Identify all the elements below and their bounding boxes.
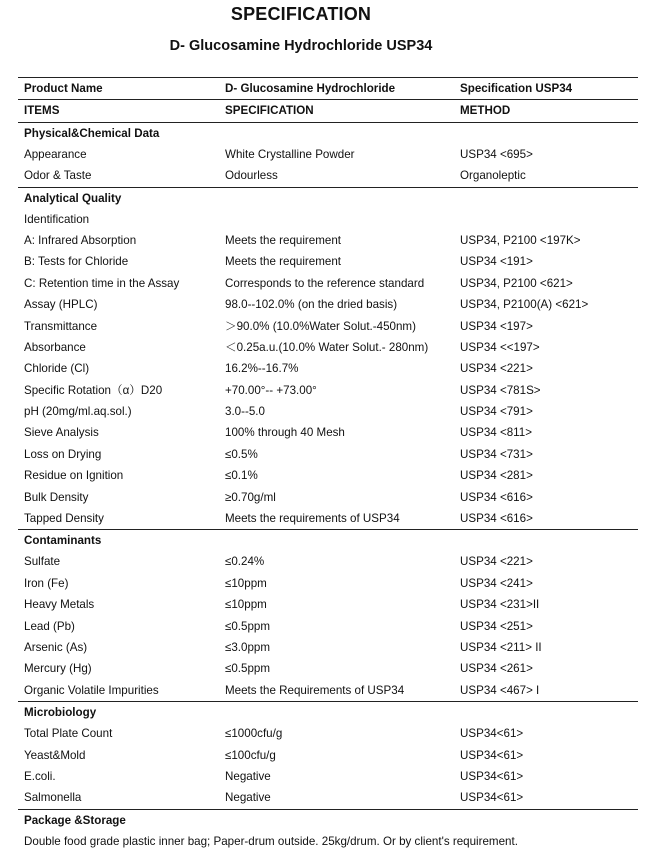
sections-container	[18, 123, 638, 810]
table-row	[18, 358, 638, 379]
table-row	[18, 444, 638, 465]
item-cell: Identification	[24, 212, 90, 226]
table-row	[18, 401, 638, 422]
item-cell: Heavy Metals	[24, 598, 95, 612]
section-title-package: Package &Storage	[24, 813, 126, 827]
item-cell: E.coli.	[24, 769, 56, 783]
table-row	[18, 787, 638, 808]
item-cell: Tapped Density	[24, 512, 104, 526]
table-row	[18, 680, 638, 701]
item-cell: Absorbance	[24, 340, 86, 354]
item-cell: A: Infrared Absorption	[24, 233, 137, 247]
specification-cell: ≤0.24%	[225, 555, 265, 569]
specification-cell: 16.2%--16.7%	[225, 362, 299, 376]
method-cell: USP34 <616>	[460, 490, 533, 504]
method-cell: USP34 <467> I	[460, 683, 540, 697]
specification-cell: ≤100cfu/g	[225, 748, 276, 762]
method-cell: USP34 <231>II	[460, 598, 540, 612]
specification-cell: Negative	[225, 791, 271, 805]
specification-cell: Meets the requirement	[225, 233, 341, 247]
specification-cell: ≤3.0ppm	[225, 640, 271, 654]
specification-cell: 3.0--5.0	[225, 405, 265, 419]
item-cell: Yeast&Mold	[24, 748, 86, 762]
table-row	[18, 294, 638, 315]
table-row	[18, 337, 638, 358]
method-cell: Organoleptic	[460, 169, 526, 183]
section-title: Microbiology	[24, 706, 97, 720]
specification-cell: 98.0--102.0% (on the dried basis)	[225, 298, 398, 312]
specification-standard: Specification USP34	[460, 82, 573, 95]
method-cell: USP34 <695>	[460, 147, 533, 161]
method-cell: USP34, P2100 <197K>	[460, 233, 581, 247]
method-cell: USP34<61>	[460, 727, 524, 741]
specification-cell: ≤0.1%	[225, 469, 258, 483]
item-cell: Sieve Analysis	[24, 426, 99, 440]
product-name-label: Product Name	[24, 82, 103, 95]
method-cell: USP34, P2100 <621>	[460, 276, 573, 290]
table-row	[18, 766, 638, 787]
table-row	[18, 658, 638, 679]
specification-cell: Meets the requirements of USP34	[225, 512, 400, 526]
table-row	[18, 273, 638, 294]
item-cell: Assay (HPLC)	[24, 298, 98, 312]
method-cell: USP34 <251>	[460, 619, 533, 633]
table-row	[18, 551, 638, 572]
section-title: Analytical Quality	[24, 191, 122, 205]
specification-cell: ＜0.25a.u.(10.0% Water Solut.- 280nm)	[225, 340, 429, 354]
document-title: SPECIFICATION	[230, 4, 372, 24]
specification-cell: ≤10ppm	[225, 598, 267, 612]
specification-cell: Meets the Requirements of USP34	[225, 683, 405, 697]
product-name-value: D- Glucosamine Hydrochloride	[225, 82, 396, 95]
method-cell: USP34 <<197>	[460, 340, 540, 354]
method-cell: USP34 <197>	[460, 319, 533, 333]
table-row	[18, 637, 638, 658]
specification-cell: Corresponds to the reference standard	[225, 276, 425, 290]
specification-cell: ≤0.5%	[225, 447, 258, 461]
specification-cell: ≤0.5ppm	[225, 662, 271, 676]
specification-cell: Meets the requirement	[225, 255, 341, 269]
table-row	[18, 230, 638, 251]
item-cell: Chloride (Cl)	[24, 362, 90, 376]
column-header-items: ITEMS	[24, 104, 60, 118]
table-row	[18, 316, 638, 337]
item-cell: Transmittance	[24, 319, 98, 333]
method-cell: USP34<61>	[460, 769, 524, 783]
specification-cell: ≤1000cfu/g	[225, 727, 283, 741]
method-cell: USP34 <191>	[460, 255, 533, 269]
specification-cell: ≤10ppm	[225, 576, 267, 590]
specification-cell: ≥0.70g/ml	[225, 490, 276, 504]
specification-cell: White Crystalline Powder	[225, 147, 355, 161]
method-cell: USP34 <811>	[460, 426, 532, 440]
item-cell: Bulk Density	[24, 490, 89, 504]
package-text: Double food grade plastic inner bag; Paper-drum outside. 25kg/drum. Or by client's requirement.	[24, 834, 518, 848]
table-row	[18, 573, 638, 594]
item-cell: Arsenic (As)	[24, 640, 88, 654]
specification-table	[18, 77, 638, 853]
item-cell: Mercury (Hg)	[24, 662, 92, 676]
item-cell: pH (20mg/ml.aq.sol.)	[24, 405, 132, 419]
item-cell: Residue on Ignition	[24, 469, 124, 483]
section-title: Physical&Chemical Data	[24, 126, 160, 140]
item-cell: C: Retention time in the Assay	[24, 276, 180, 290]
column-header-method: METHOD	[460, 104, 511, 118]
table-row	[18, 487, 638, 508]
table-row	[18, 745, 638, 766]
specification-cell: ＞90.0% (10.0%Water Solut.-450nm)	[225, 319, 416, 333]
table-row	[18, 209, 638, 230]
table-row	[18, 508, 638, 529]
item-cell: Specific Rotation（α）D20	[24, 383, 163, 397]
method-cell: USP34 <781S>	[460, 383, 541, 397]
item-cell: Lead (Pb)	[24, 619, 75, 633]
table-row	[18, 380, 638, 401]
method-cell: USP34 <281>	[460, 469, 533, 483]
specification-cell: ≤0.5ppm	[225, 619, 271, 633]
column-header-specification: SPECIFICATION	[225, 104, 314, 118]
specification-cell: +70.00°-- +73.00°	[225, 383, 317, 397]
item-cell: Salmonella	[24, 791, 82, 805]
item-cell: Organic Volatile Impurities	[24, 683, 159, 697]
specification-cell: 100% through 40 Mesh	[225, 426, 345, 440]
document-subtitle: D- Glucosamine Hydrochloride USP34	[169, 38, 433, 54]
item-cell: Iron (Fe)	[24, 576, 69, 590]
table-row	[18, 144, 638, 165]
section-title: Contaminants	[24, 534, 102, 548]
method-cell: USP34<61>	[460, 791, 524, 805]
method-cell: USP34 <241>	[460, 576, 533, 590]
item-cell: Loss on Drying	[24, 447, 102, 461]
specification-cell: Odourless	[225, 169, 278, 183]
item-cell: Total Plate Count	[24, 727, 113, 741]
product-row	[18, 78, 638, 99]
table-row	[18, 251, 638, 272]
table-row	[18, 165, 638, 186]
table-row	[18, 723, 638, 744]
item-cell: Appearance	[24, 147, 87, 161]
specification-cell: Negative	[225, 769, 271, 783]
item-cell: Odor & Taste	[24, 169, 92, 183]
method-cell: USP34 <221>	[460, 555, 533, 569]
method-cell: USP34<61>	[460, 748, 524, 762]
item-cell: B: Tests for Chloride	[24, 255, 129, 269]
table-row	[18, 594, 638, 615]
method-cell: USP34 <616>	[460, 512, 533, 526]
method-cell: USP34 <221>	[460, 362, 533, 376]
table-row	[18, 422, 638, 443]
method-cell: USP34, P2100(A) <621>	[460, 298, 589, 312]
table-row	[18, 465, 638, 486]
method-cell: USP34 <211> II	[460, 640, 542, 654]
method-cell: USP34 <261>	[460, 662, 533, 676]
method-cell: USP34 <791>	[460, 405, 533, 419]
table-row	[18, 616, 638, 637]
method-cell: USP34 <731>	[460, 447, 533, 461]
column-header-row	[18, 100, 638, 121]
item-cell: Sulfate	[24, 555, 61, 569]
